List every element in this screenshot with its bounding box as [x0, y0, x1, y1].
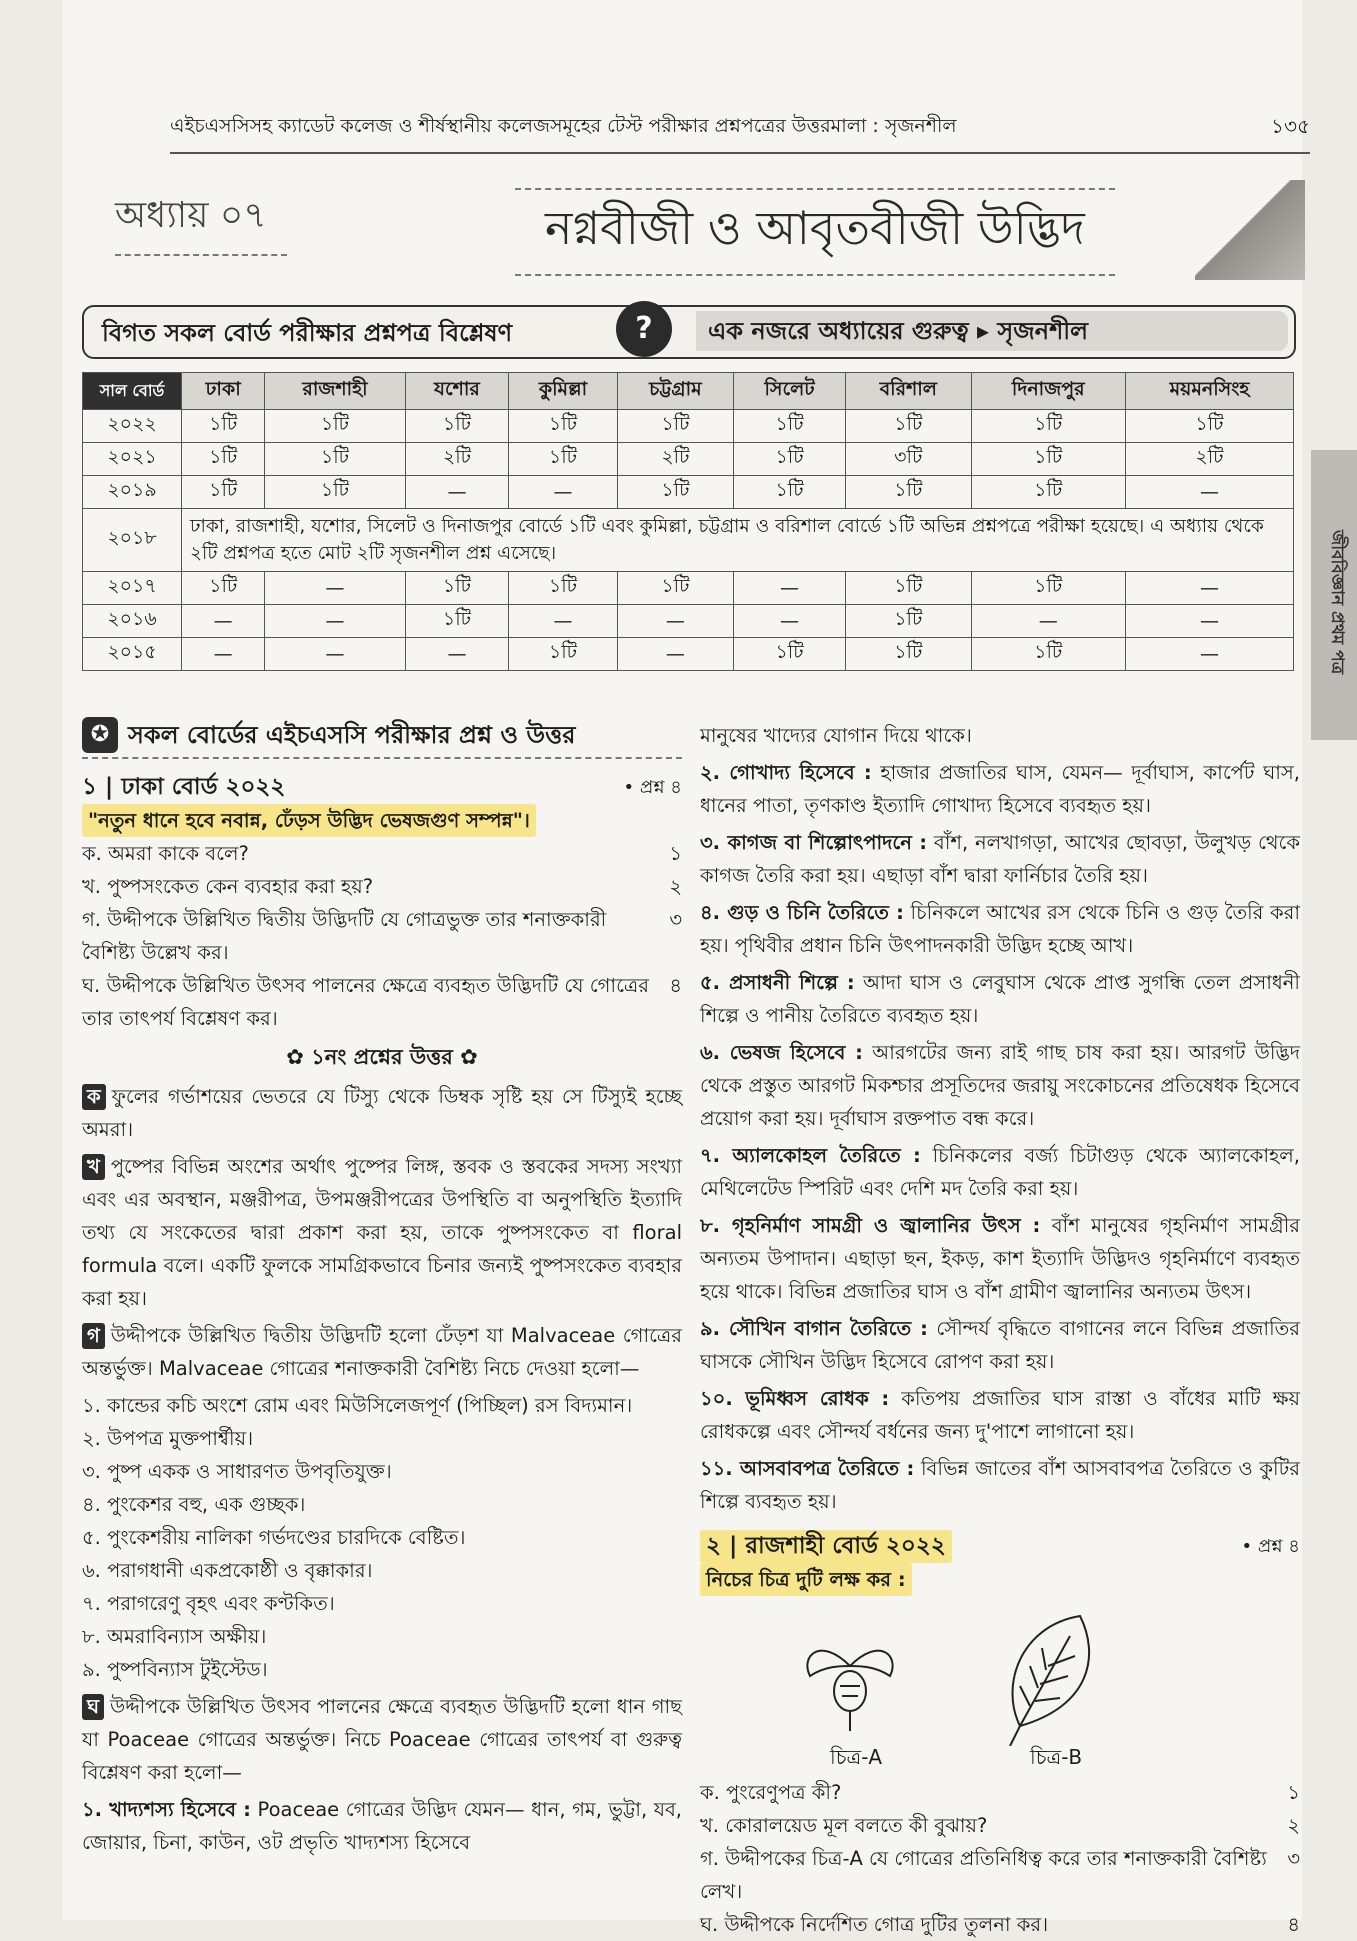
table-cell: —: [617, 638, 733, 671]
page-number: ১৩৫: [1271, 114, 1310, 138]
question-part-marks: ৪: [669, 974, 682, 997]
table-cell: —: [265, 572, 405, 605]
table-row: [83, 509, 1294, 572]
table-cell: ১টি: [845, 410, 971, 443]
table-cell: ১টি: [845, 638, 971, 671]
table-cell: ১টি: [509, 638, 617, 671]
running-title: এইচএসসিসহ ক্যাডেট কলেজ ও শীর্ষস্থানীয় কলেজসমূহের টেস্ট পরীক্ষার প্রশ্নপত্রের উত্তরমালা : সৃজনশীল: [170, 115, 957, 137]
year-cell: ২০১৫: [83, 638, 182, 671]
table-cell: ১টি: [971, 476, 1125, 509]
table-header-cell: ঢাকা: [182, 373, 265, 410]
answer-gha-item-1-text: Poaceae গোত্রের উদ্ভিদ যেমন— ধান, গম, ভুট্টা, যব, জোয়ার, চিনা, কাউন, ওট প্রভৃতি খাদ্যশস্য হিসেবে: [82, 1798, 682, 1854]
answer-gha-text: উদ্দীপকে উল্লিখিত উৎসব পালনের ক্ষেত্রে ব্যবহৃত উদ্ভিদটি হলো ধান গাছ যা Poaceae গোত্রের অন্তর্ভুক্ত। নিচে Poaceae গোত্রের তাৎপর্য বা গুরুত্ব বিশ্লেষণ করা হলো—: [82, 1695, 682, 1784]
list-item-label: ৯. সৌখিন বাগান তৈরিতে :: [700, 1317, 928, 1340]
question-part: [82, 903, 682, 969]
table-cell: ১টি: [617, 572, 733, 605]
table-row: [83, 443, 1294, 476]
table-cell: ১টি: [845, 572, 971, 605]
question-part: [82, 870, 682, 903]
board-analysis-table: [82, 372, 1294, 671]
analysis-left-title: বিগত সকল বোর্ড পরীক্ষার প্রশ্নপত্র বিশ্লেষণ: [102, 319, 513, 347]
question-1-stem: "নতুন ধানে হবে নবান্ন, ঢেঁড়স উদ্ভিদ ভেষজগুণ সম্পন্ন"।: [82, 804, 536, 837]
table-cell: —: [265, 605, 405, 638]
table-cell: ১টি: [405, 410, 509, 443]
question-part-text: খ. কোরালয়েড মূল বলতে কী বুঝায়?: [700, 1814, 988, 1837]
table-cell: ৩টি: [845, 443, 971, 476]
table-cell: ১টি: [182, 410, 265, 443]
year-cell: ২০২২: [83, 410, 182, 443]
table-cell: ১টি: [182, 443, 265, 476]
table-header-cell: ময়মনসিংহ: [1125, 373, 1293, 410]
table-cell: —: [1125, 638, 1293, 671]
answer-gha-badge: ঘ: [82, 1694, 104, 1720]
figures-svg: [700, 1606, 1300, 1746]
table-cell: ১টি: [509, 410, 617, 443]
list-item-label: ৮. গৃহনির্মাণ সামগ্রী ও জ্বালানির উৎস :: [700, 1214, 1041, 1237]
question-part-text: খ. পুষ্পসংকেত কেন ব্যবহার করা হয়?: [82, 875, 374, 898]
figure-area: [700, 1606, 1300, 1776]
page-curl-decoration: [1195, 180, 1305, 280]
table-header-cell: কুমিল্লা: [509, 373, 617, 410]
chapter-number: অধ্যায় ০৭: [115, 188, 287, 256]
answer-1-title: ✿ ১নং প্রশ্নের উত্তর ✿: [286, 1045, 478, 1069]
list-item-text: বিভিন্ন জাতের বাঁশ আসবাবপত্র তৈরিতে ও কুটির শিল্পে ব্যবহৃত হয়।: [700, 1457, 1300, 1513]
table-cell: ১টি: [971, 443, 1125, 476]
question-part-marks: ৩: [669, 908, 682, 931]
list-item: ৪. পুংকেশর বহু, এক গুচ্ছক।: [82, 1493, 306, 1516]
year-cell: ২০১৬: [83, 605, 182, 638]
analysis-right-title: এক নজরে অধ্যায়ের গুরুত্ব ▸ সৃজনশীল: [696, 311, 1288, 351]
list-item: ৮. অমরাবিন্যাস অক্ষীয়।: [82, 1625, 267, 1648]
list-item: [700, 1312, 1300, 1378]
table-header-cell: দিনাজপুর: [971, 373, 1125, 410]
table-cell: ২টি: [405, 443, 509, 476]
question-2-tag: • প্রশ্ন ৪: [1241, 1536, 1300, 1557]
table-cell: ১টি: [734, 410, 846, 443]
list-item-label: ১০. ভূমিধ্বস রোধক :: [700, 1387, 890, 1410]
answer-ga-list: [82, 1389, 682, 1686]
table-cell: —: [182, 605, 265, 638]
table-cell: ১টি: [617, 476, 733, 509]
question-2-stem: নিচের চিত্র দুটি লক্ষ কর :: [700, 1563, 912, 1596]
list-item-label: ২. গোখাদ্য হিসেবে :: [700, 761, 872, 784]
table-cell: —: [734, 572, 846, 605]
table-cell: —: [405, 476, 509, 509]
table-header-cell: সিলেট: [734, 373, 846, 410]
table-cell: ১টি: [182, 476, 265, 509]
table-header-cell: বরিশাল: [845, 373, 971, 410]
table-cell: ১টি: [734, 443, 846, 476]
table-cell: —: [182, 638, 265, 671]
question-1-title: ১ | ঢাকা বোর্ড ২০২২: [82, 774, 286, 800]
list-item: ৯. পুষ্পবিন্যাস টুইস্টেড।: [82, 1658, 268, 1681]
year-cell: ২০১৮: [83, 509, 182, 572]
list-item: [700, 896, 1300, 962]
answer-gha-item-1: [82, 1793, 682, 1859]
right-column: [700, 715, 1300, 1941]
section-title: সকল বোর্ডের এইচএসসি পরীক্ষার প্রশ্ন ও উত্তর: [128, 720, 576, 749]
figure-a-label: চিত্র-A: [830, 1745, 883, 1769]
table-header-row: [83, 373, 1294, 410]
question-part-marks: ২: [1287, 1814, 1300, 1837]
badge-icon: ✪: [82, 717, 118, 753]
table-cell: —: [509, 476, 617, 509]
list-item: [700, 1382, 1300, 1448]
chapter-heading: [95, 180, 1305, 270]
table-row: [83, 605, 1294, 638]
table-cell: ১টি: [1125, 410, 1293, 443]
answer-kha: [82, 1150, 682, 1315]
table-cell: —: [1125, 476, 1293, 509]
table-cell: ১টি: [265, 410, 405, 443]
list-item: [700, 1452, 1300, 1518]
answer-kha-badge: খ: [82, 1154, 105, 1180]
table-cell: —: [509, 605, 617, 638]
list-item-text: বাঁশ মানুষের গৃহনির্মাণ সামগ্রীর অন্যতম উপাদান। এছাড়া ছন, ইকড়, কাশ ইত্যাদি উদ্ভিদও গৃহনির্মাণে ব্যবহৃত হয়ে থাকে। বিভিন্ন প্রজাতির ঘাস ও বাঁশ গ্রামীণ জ্বালানির অন্যতম উৎস।: [700, 1214, 1301, 1303]
table-cell: ১টি: [265, 443, 405, 476]
question-part-text: ঘ. উদ্দীপকে নির্দেশিত গোত্র দুটির তুলনা কর।: [700, 1913, 1049, 1936]
table-row: [83, 410, 1294, 443]
answer-ka: [82, 1080, 682, 1146]
question-badge-icon: ?: [616, 301, 672, 357]
table-cell: —: [265, 638, 405, 671]
question-1-tag: • প্রশ্ন ৪: [623, 777, 682, 798]
list-item: [700, 826, 1300, 892]
question-part-marks: ৪: [1287, 1913, 1300, 1936]
answer-ga-badge: গ: [82, 1323, 105, 1349]
table-cell: —: [734, 605, 846, 638]
figure-b-drawing: [1010, 1616, 1089, 1746]
question-part-text: ক. পুংরেণুপত্র কী?: [700, 1781, 842, 1804]
question-part-marks: ৩: [1287, 1847, 1300, 1870]
continued-text: মানুষের খাদ্যের যোগান দিয়ে থাকে।: [700, 724, 972, 747]
list-item: ৩. পুষ্প একক ও সাধারণত উপবৃতিযুক্ত।: [82, 1460, 392, 1483]
answer-gha-item-1-label: ১. খাদ্যশস্য হিসেবে :: [82, 1798, 251, 1821]
side-tab-label: জীববিজ্ঞান প্রথম পত্র: [1327, 530, 1347, 675]
chapter-title: নগ্নবীজী ও আবৃতবীজী উদ্ভিদ: [515, 188, 1115, 276]
list-item: [700, 1209, 1300, 1308]
table-header-cell: রাজশাহী: [265, 373, 405, 410]
list-item-text: চিনিকলে আখের রস থেকে চিনি ও গুড় তৈরি করা হয়। পৃথিবীর প্রধান চিনি উৎপাদনকারী উদ্ভিদ হচ্ছে আখ।: [700, 901, 1301, 957]
table-cell: ১টি: [509, 572, 617, 605]
question-2-heading: [700, 1530, 1300, 1563]
table-cell: ১টি: [971, 638, 1125, 671]
running-header: [170, 112, 1310, 154]
year-note-cell: ঢাকা, রাজশাহী, যশোর, সিলেট ও দিনাজপুর বোর্ডে ১টি এবং কুমিল্লা, চট্টগ্রাম ও বরিশাল বোর্ডে ১টি অভিন্ন প্রশ্নপত্রে পরীক্ষা হয়েছে। এ অধ্যায় থেকে ২টি প্রশ্নপত্র হতে মোট ২টি সৃজনশীল প্রশ্ন এসেছে।: [182, 509, 1294, 572]
list-item: [700, 756, 1300, 822]
table-row: [83, 638, 1294, 671]
list-item: [700, 1139, 1300, 1205]
question-2-title: ২ | রাজশাহী বোর্ড ২০২২: [700, 1530, 952, 1563]
answer-ka-text: ফুলের গর্ভাশয়ের ভেতরে যে টিস্যু থেকে ডিম্বক সৃষ্টি হয় সে টিস্যুই হচ্ছে অমরা।: [82, 1085, 682, 1141]
answer-ka-badge: ক: [82, 1084, 106, 1110]
answer-ga: [82, 1319, 682, 1385]
left-column: [82, 715, 682, 1863]
list-item-label: ৬. ভেষজ হিসেবে :: [700, 1041, 863, 1064]
question-part-marks: ২: [669, 875, 682, 898]
year-cell: ২০১৯: [83, 476, 182, 509]
table-cell: ১টি: [845, 476, 971, 509]
list-item-label: ৭. অ্যালকোহল তৈরিতে :: [700, 1144, 921, 1167]
year-cell: ২০২১: [83, 443, 182, 476]
list-item-label: ১১. আসবাবপত্র তৈরিতে :: [700, 1457, 915, 1480]
section-heading: [82, 715, 682, 759]
question-part: [700, 1908, 1300, 1941]
list-item-label: ৩. কাগজ বা শিল্পোৎপাদনে :: [700, 831, 928, 854]
list-item-text: আদা ঘাস ও লেবুঘাস থেকে প্রাপ্ত সুগন্ধি তেল প্রসাধনী শিল্পে ও পানীয় তৈরিতে ব্যবহৃত হয়।: [700, 971, 1301, 1027]
figure-b-label: চিত্র-B: [1030, 1745, 1083, 1769]
table-cell: —: [405, 638, 509, 671]
table-cell: ২টি: [617, 443, 733, 476]
question-part-text: ঘ. উদ্দীপকে উল্লিখিত উৎসব পালনের ক্ষেত্রে ব্যবহৃত উদ্ভিদটি যে গোত্রের তার তাৎপর্য বিশ্লেষণ কর।: [82, 974, 649, 1030]
table-cell: ১টি: [971, 572, 1125, 605]
list-item: ৭. পরাগরেণু বৃহৎ এবং কণ্টকিত।: [82, 1592, 335, 1615]
table-cell: ২টি: [1125, 443, 1293, 476]
table-row: [83, 572, 1294, 605]
table-cell: ১টি: [405, 605, 509, 638]
question-part-marks: ১: [669, 842, 682, 865]
list-item-label: ৪. গুড় ও চিনি তৈরিতে :: [700, 901, 904, 924]
list-item: ১. কান্ডের কচি অংশে রোম এবং মিউসিলেজপূর্ণ (পিচ্ছিল) রস বিদ্যমান।: [82, 1394, 633, 1417]
table-cell: —: [617, 605, 733, 638]
table-cell: —: [1125, 572, 1293, 605]
list-item: [700, 966, 1300, 1032]
table-cell: ১টি: [405, 572, 509, 605]
question-1-parts: [82, 837, 682, 1035]
table-corner-cell: সাল বোর্ড: [83, 373, 182, 410]
figure-a-drawing: [807, 1651, 892, 1731]
question-part-marks: ১: [1287, 1781, 1300, 1804]
question-part: [700, 1809, 1300, 1842]
list-item-label: ৫. প্রসাধনী শিল্পে :: [700, 971, 855, 994]
table-cell: ১টি: [509, 443, 617, 476]
table-cell: ১টি: [734, 476, 846, 509]
list-item: ৬. পরাগধানী একপ্রকোষ্ঠী ও বৃক্কাকার।: [82, 1559, 373, 1582]
list-item-text: কতিপয় প্রজাতির ঘাস রাস্তা ও বাঁধের মাটি ক্ষয় রোধকল্পে এবং সৌন্দর্য বর্ধনের জন্য দু'পাশে লাগানো হয়।: [700, 1387, 1301, 1443]
question-part-text: গ. উদ্দীপকের চিত্র-A যে গোত্রের প্রতিনিধিত্ব করে তার শনাক্তকারী বৈশিষ্ট্য লেখ।: [700, 1847, 1267, 1903]
list-item-text: চিনিকলের বর্জ্য চিটাগুড় থেকে অ্যালকোহল, মেথিলেটেড স্পিরিট এবং দেশি মদ তৈরি করা হয়।: [700, 1144, 1300, 1200]
analysis-banner: [82, 305, 1296, 359]
table-cell: ১টি: [734, 638, 846, 671]
question-1-heading: [82, 771, 682, 804]
question-part: [700, 1842, 1300, 1908]
table-cell: —: [1125, 605, 1293, 638]
list-item: ৫. পুংকেশরীয় নালিকা গর্ভদণ্ডের চারদিকে বেষ্টিত।: [82, 1526, 466, 1549]
question-part: [700, 1776, 1300, 1809]
question-part-text: গ. উদ্দীপকে উল্লিখিত দ্বিতীয় উদ্ভিদটি যে গোত্রভুক্ত তার শনাক্তকারী বৈশিষ্ট্য উল্লেখ কর।: [82, 908, 607, 964]
table-cell: ১টি: [182, 572, 265, 605]
answer-kha-text: পুষ্পের বিভিন্ন অংশের অর্থাৎ পুষ্পের লিঙ্গ, স্তবক ও স্তবকের সদস্য সংখ্যা এবং এর অবস্থান, মঞ্জরীপত্র, উপমঞ্জরীপত্রের উপস্থিতি বা অনুপস্থিতি ইত্যাদি তথ্য যে সংকেতের দ্বারা প্রকাশ করা হয়, তাকে পুষ্পসংকেত বা floral formula বলে। একটি ফুলকে সামগ্রিকভাবে চিনার জন্যই পুষ্পসংকেত ব্যবহার করা হয়।: [82, 1155, 682, 1310]
question-part-text: ক. অমরা কাকে বলে?: [82, 842, 249, 865]
answer-gha: [82, 1690, 682, 1789]
list-item-text: সৌন্দর্য বৃদ্ধিতে বাগানের লনে বিভিন্ন প্রজাতির ঘাসকে সৌখিন উদ্ভিদ হিসেবে রোপণ করা হয়।: [700, 1317, 1301, 1373]
table-cell: ১টি: [617, 410, 733, 443]
list-item: [700, 1036, 1300, 1135]
table-cell: —: [971, 605, 1125, 638]
table-cell: ১টি: [265, 476, 405, 509]
question-part: [82, 969, 682, 1035]
question-part: [82, 837, 682, 870]
table-header-cell: যশোর: [405, 373, 509, 410]
table-row: [83, 476, 1294, 509]
list-item-text: বাঁশ, নলখাগড়া, আখের ছোবড়া, উলুখড় থেকে কাগজ তৈরি করা হয়। এছাড়া বাঁশ দ্বারা ফার্নিচার তৈরি হয়।: [700, 831, 1301, 887]
question-2-parts: [700, 1776, 1300, 1941]
list-item-text: হাজার প্রজাতির ঘাস, যেমন— দূর্বাঘাস, কার্পেট ঘাস, ধানের পাতা, তৃণকাণ্ড ইত্যাদি গোখাদ্য হিসেবে ব্যবহৃত হয়।: [700, 761, 1301, 817]
table-header-cell: চট্টগ্রাম: [617, 373, 733, 410]
year-cell: ২০১৭: [83, 572, 182, 605]
list-item-text: আরগটের জন্য রাই গাছ চাষ করা হয়। আরগট উদ্ভিদ থেকে প্রস্তুত আরগট মিকশ্চার প্রসূতিদের জরায়ু সংকোচনের প্রতিষেধক হিসেবে প্রয়োগ করা হয়। দূর্বাঘাস রক্তপাত বন্ধ করে।: [700, 1041, 1301, 1130]
table-cell: ১টি: [971, 410, 1125, 443]
gha-list-continued: [700, 756, 1300, 1518]
answer-ga-text: উদ্দীপকে উল্লিখিত দ্বিতীয় উদ্ভিদটি হলো ঢেঁড়শ যা Malvaceae গোত্রের অন্তর্ভুক্ত। Malvaceae গোত্রের শনাক্তকারী বৈশিষ্ট্য নিচে দেওয়া হলো—: [82, 1324, 682, 1380]
list-item: ২. উপপত্র মুক্তপার্শ্বীয়।: [82, 1427, 254, 1450]
table-cell: ১টি: [845, 605, 971, 638]
